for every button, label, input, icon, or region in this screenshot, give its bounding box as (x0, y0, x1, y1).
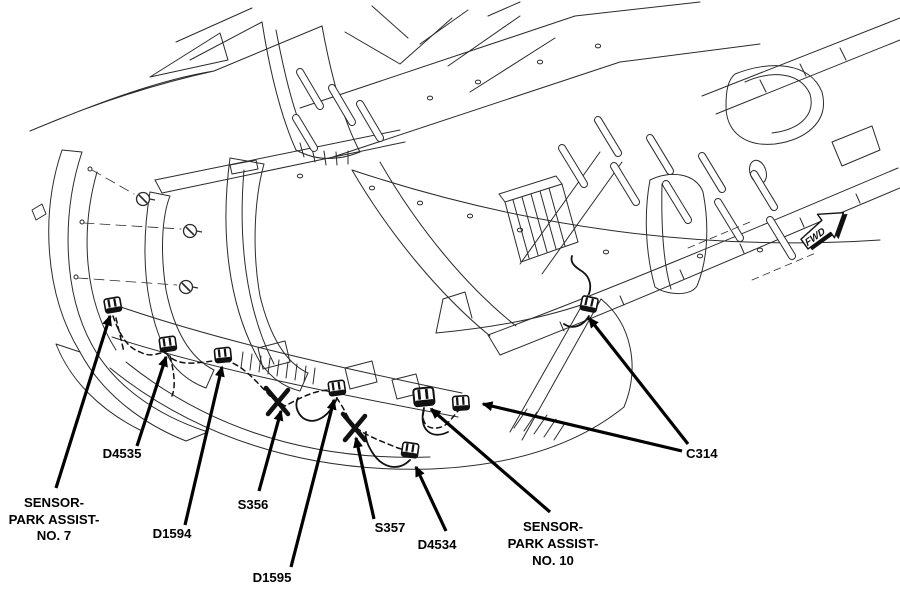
sensor-park-assist-no10 (413, 387, 435, 406)
underbody-illustration (30, 2, 900, 355)
svg-text:NO. 7: NO. 7 (36, 528, 72, 543)
connector-c314-inline (452, 395, 469, 410)
label-d1595: D1595 (252, 570, 292, 585)
connector-d4535 (159, 336, 177, 352)
fwd-label: FWD (803, 225, 828, 249)
leader-d4535 (137, 357, 166, 446)
leader-d1594 (185, 367, 222, 525)
splice-s356 (266, 388, 288, 414)
label-c314: C314 (686, 446, 718, 461)
pushpin-fastener (184, 225, 203, 238)
pushpin-fastener (137, 193, 156, 206)
sensor-park-assist-no7 (104, 297, 122, 314)
svg-text:PARK ASSIST-: PARK ASSIST- (8, 512, 100, 527)
pushpin-fastener (180, 281, 199, 294)
label-d1594: D1594 (152, 526, 192, 541)
leader-d1595 (291, 400, 334, 567)
beam-comb-hatching (241, 352, 315, 384)
label-d4534: D4534 (417, 537, 457, 552)
label-sensor-park-assist-no10 (508, 519, 599, 568)
svg-text:SENSOR-: SENSOR- (522, 519, 584, 534)
leader-sensor7 (56, 316, 110, 488)
label-d4535: D4535 (102, 446, 142, 461)
leader-s356 (259, 411, 281, 491)
label-s357: S357 (374, 520, 406, 535)
floor-pan-ribs (296, 72, 792, 256)
connector-d4534 (401, 442, 419, 458)
connector-d1594 (214, 347, 231, 363)
leader-sensor10 (431, 409, 550, 512)
svg-text:NO. 10: NO. 10 (532, 553, 574, 568)
svg-text:SENSOR-: SENSOR- (23, 495, 85, 510)
callout-leader-arrows (56, 316, 688, 567)
label-s356: S356 (237, 497, 269, 512)
leader-d4534 (416, 467, 446, 531)
sill-ticks (560, 194, 860, 331)
leader-c314-up (589, 318, 688, 444)
connector-d1595 (328, 380, 346, 396)
splice-s357 (343, 414, 365, 440)
connector-c314-body-side (580, 296, 599, 313)
label-sensor-park-assist-no7 (9, 495, 100, 543)
svg-text:PARK ASSIST-: PARK ASSIST- (507, 536, 599, 551)
